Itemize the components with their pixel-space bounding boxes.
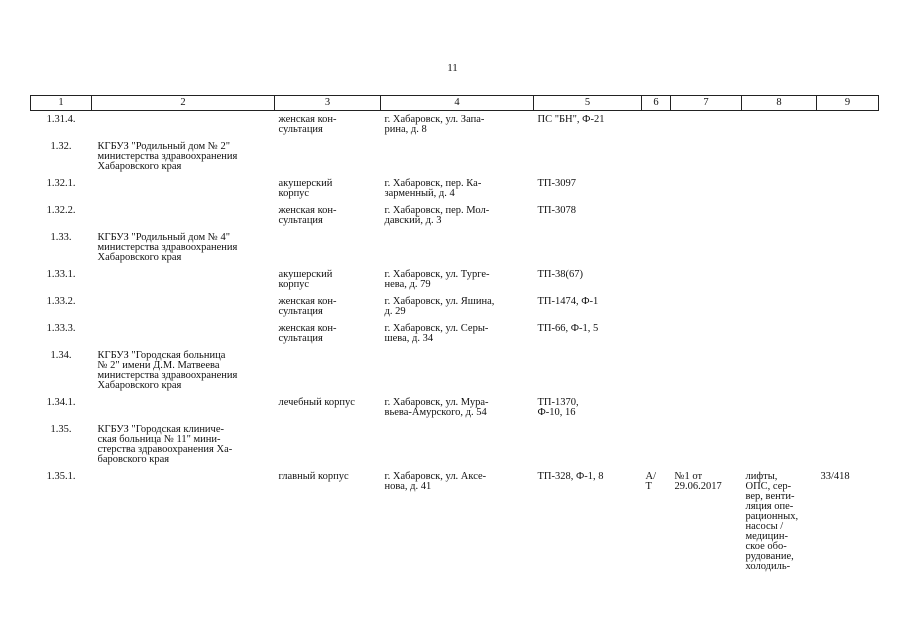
row-number: 1.32.1.: [46, 178, 76, 189]
table-row: [31, 468, 879, 575]
row-number: 1.34.1.: [46, 397, 76, 408]
power-source: ТП-3078: [537, 205, 576, 216]
load-value: [817, 347, 879, 394]
load-value: [817, 266, 879, 293]
equipment-list: [742, 175, 817, 202]
load-value: [817, 202, 879, 229]
organization-name: [92, 468, 275, 575]
table-row: [31, 202, 879, 229]
row-number: 1.33.: [50, 232, 72, 243]
reliability-category: [642, 320, 671, 347]
row-number: 1.35.1.: [46, 471, 76, 482]
organization-name: КГБУЗ "Родильный дом № 4" министерства здравоохранения Хабаровского края: [97, 232, 238, 263]
reliability-category: [642, 175, 671, 202]
building-type: [275, 229, 381, 266]
act-document: [671, 293, 742, 320]
column-number-row: [31, 96, 879, 111]
table-row: [31, 293, 879, 320]
act-document: [671, 229, 742, 266]
table-row: [31, 320, 879, 347]
load-value: 33/418: [820, 471, 850, 482]
load-value: [817, 293, 879, 320]
act-document: [671, 175, 742, 202]
organization-name: [92, 293, 275, 320]
act-document: [671, 347, 742, 394]
address: г. Хабаровск, пер. Ка- зарменный, д. 4: [384, 178, 482, 199]
building-type: главный корпус: [278, 471, 349, 482]
load-value: [817, 138, 879, 175]
column-header-1: 1: [31, 96, 92, 111]
organization-name: КГБУЗ "Городская больница № 2" имени Д.М. Матвеева министерства здравоохранения Хабаровского края: [97, 350, 238, 391]
address: [381, 421, 534, 468]
table-body: [31, 111, 879, 576]
organization-name: [92, 266, 275, 293]
table-row: [31, 347, 879, 394]
organization-name: КГБУЗ "Родильный дом № 2" министерства здравоохранения Хабаровского края: [97, 141, 238, 172]
facilities-table: [30, 95, 879, 575]
table-row: [31, 138, 879, 175]
power-source: [534, 347, 642, 394]
equipment-list: [742, 202, 817, 229]
power-source: ТП-66, Ф-1, 5: [537, 323, 599, 334]
power-source: ТП-1474, Ф-1: [537, 296, 599, 307]
equipment-list: [742, 111, 817, 139]
power-source: ПС "БН", Ф-21: [537, 114, 605, 125]
organization-name: [92, 111, 275, 139]
address: г. Хабаровск, ул. Запа- рина, д. 8: [384, 114, 485, 135]
equipment-list: [742, 347, 817, 394]
building-type: [275, 347, 381, 394]
act-document: [671, 266, 742, 293]
row-number: 1.31.4.: [46, 114, 76, 125]
equipment-list: [742, 138, 817, 175]
row-number: 1.33.2.: [46, 296, 76, 307]
equipment-list: [742, 229, 817, 266]
reliability-category: А/ Т: [645, 471, 656, 492]
equipment-list: [742, 394, 817, 421]
row-number: 1.32.2.: [46, 205, 76, 216]
load-value: [817, 394, 879, 421]
building-type: женская кон- сультация: [278, 323, 337, 344]
power-source: ТП-1370, Ф-10, 16: [537, 397, 579, 418]
organization-name: [92, 394, 275, 421]
act-document: [671, 138, 742, 175]
organization-name: [92, 175, 275, 202]
table-row: [31, 175, 879, 202]
address: [381, 138, 534, 175]
column-header-6: 6: [642, 96, 671, 111]
row-number: 1.33.3.: [46, 323, 76, 334]
equipment-list: [742, 320, 817, 347]
act-document: [671, 202, 742, 229]
building-type: акушерский корпус: [278, 269, 333, 290]
building-type: акушерский корпус: [278, 178, 333, 199]
row-number: 1.32.: [50, 141, 72, 152]
act-document: [671, 320, 742, 347]
column-header-7: 7: [671, 96, 742, 111]
page-number: 11: [447, 62, 458, 74]
address: г. Хабаровск, ул. Турге- нева, д. 79: [384, 269, 490, 290]
address: [381, 229, 534, 266]
reliability-category: [642, 293, 671, 320]
reliability-category: [642, 266, 671, 293]
address: г. Хабаровск, ул. Яшина, д. 29: [384, 296, 495, 317]
load-value: [817, 320, 879, 347]
address: г. Хабаровск, пер. Мол- давский, д. 3: [384, 205, 490, 226]
organization-name: [92, 202, 275, 229]
column-header-2: 2: [92, 96, 275, 111]
table-row: [31, 111, 879, 139]
row-number: 1.35.: [50, 424, 72, 435]
address: г. Хабаровск, ул. Аксе- нова, д. 41: [384, 471, 487, 492]
reliability-category: [642, 394, 671, 421]
load-value: [817, 421, 879, 468]
column-header-4: 4: [381, 96, 534, 111]
table-row: [31, 421, 879, 468]
building-type: [275, 421, 381, 468]
building-type: женская кон- сультация: [278, 205, 337, 226]
column-header-9: 9: [817, 96, 879, 111]
equipment-list: [742, 266, 817, 293]
equipment-list: [742, 293, 817, 320]
building-type: [275, 138, 381, 175]
table-row: [31, 394, 879, 421]
equipment-list: [742, 421, 817, 468]
address: г. Хабаровск, ул. Мура- вьева-Амурского, д. 54: [384, 397, 489, 418]
row-number: 1.33.1.: [46, 269, 76, 280]
reliability-category: [642, 138, 671, 175]
column-header-8: 8: [742, 96, 817, 111]
column-header-5: 5: [534, 96, 642, 111]
power-source: ТП-328, Ф-1, 8: [537, 471, 604, 482]
address: г. Хабаровск, ул. Серы- шева, д. 34: [384, 323, 489, 344]
organization-name: [92, 320, 275, 347]
reliability-category: [642, 111, 671, 139]
building-type: женская кон- сультация: [278, 296, 337, 317]
column-header-3: 3: [275, 96, 381, 111]
act-document: [671, 421, 742, 468]
row-number: 1.34.: [50, 350, 72, 361]
address: [381, 347, 534, 394]
act-document: №1 от 29.06.2017: [674, 471, 722, 492]
organization-name: КГБУЗ "Городская клиниче- ская больница № 11" мини- стерства здравоохранения Ха- баровского края: [97, 424, 233, 465]
load-value: [817, 229, 879, 266]
table-row: [31, 229, 879, 266]
reliability-category: [642, 421, 671, 468]
reliability-category: [642, 202, 671, 229]
act-document: [671, 394, 742, 421]
load-value: [817, 175, 879, 202]
power-source: [534, 229, 642, 266]
act-document: [671, 111, 742, 139]
reliability-category: [642, 347, 671, 394]
reliability-category: [642, 229, 671, 266]
building-type: женская кон- сультация: [278, 114, 337, 135]
power-source: [534, 138, 642, 175]
power-source: ТП-3097: [537, 178, 576, 189]
equipment-list: лифты, ОПС, сер- вер, венти- ляция опе- рационных, насосы / медицин- ское обо- рудование, холодиль-: [745, 471, 799, 572]
load-value: [817, 111, 879, 139]
power-source: [534, 421, 642, 468]
table-row: [31, 266, 879, 293]
building-type: лечебный корпус: [278, 397, 355, 408]
power-source: ТП-38(67): [537, 269, 583, 280]
